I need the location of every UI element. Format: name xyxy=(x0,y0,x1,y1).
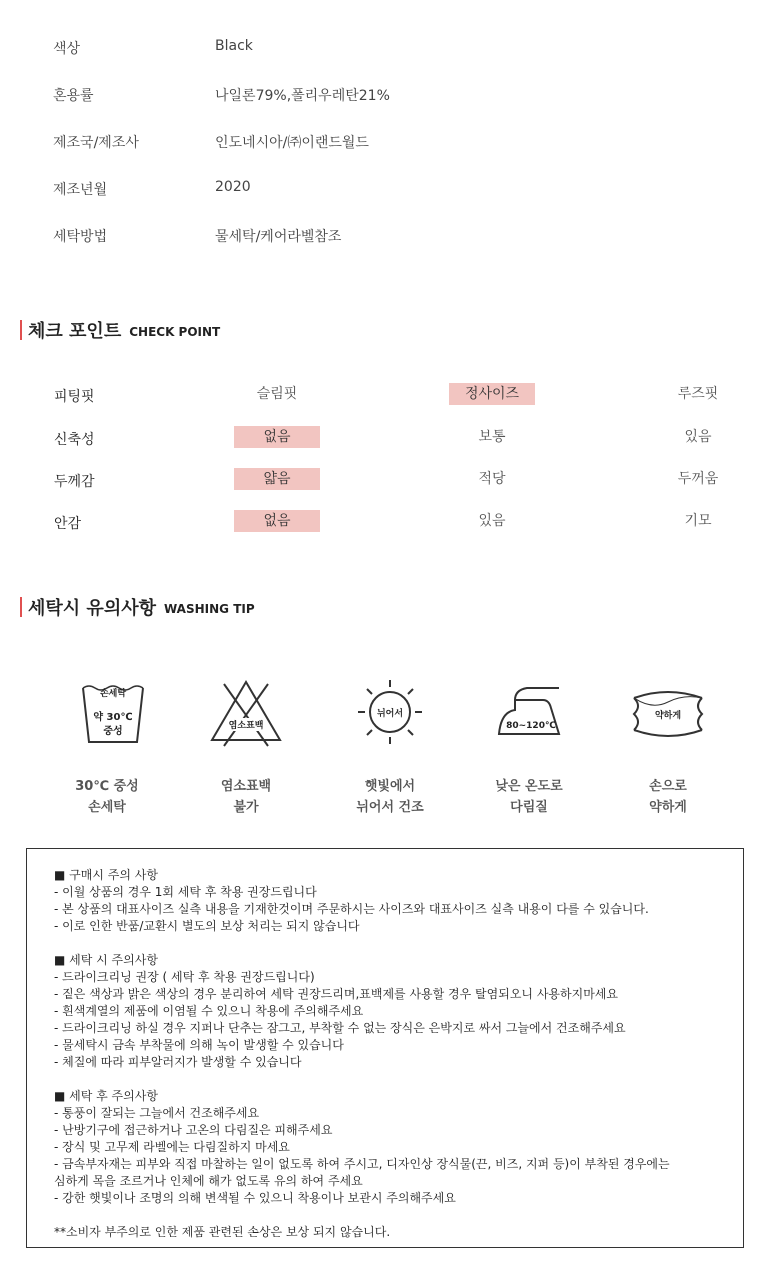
check-point-option: 있음 xyxy=(684,429,712,445)
wash-caption-line2: 약하게 xyxy=(649,800,687,815)
notice-line: 심하게 목을 조르거나 인체에 해가 없도록 유의 하여 주세요 xyxy=(54,1174,363,1188)
notice-line: - 드라이크리닝 하실 경우 지퍼나 단추는 잠그고, 부착할 수 없는 장식은 은박지로 싸서 그늘에서 건조해주세요 xyxy=(54,1021,626,1035)
check-point-option: 슬림핏 xyxy=(256,386,298,402)
check-point-subtitle: CHECK POINT xyxy=(129,325,221,339)
wash-caption-dry-in-sun xyxy=(330,776,450,818)
notice-line: - 이로 인한 반품/교환시 별도의 보상 처리는 되지 않습니다 xyxy=(54,919,360,933)
spec-label: 혼용률 xyxy=(53,88,94,104)
check-point-label: 피팅핏 xyxy=(54,389,95,405)
wash-caption-line2: 손세탁 xyxy=(88,800,126,815)
notice-line: - 장식 및 고무제 라벨에는 다림질하지 마세요 xyxy=(54,1140,290,1154)
check-point-label: 신축성 xyxy=(54,432,95,448)
wash-caption-line1: 햇빛에서 xyxy=(364,779,416,794)
check-point-title: 체크 포인트 xyxy=(28,321,122,342)
washing-tip-subtitle: WASHING TIP xyxy=(163,602,255,616)
gentle-wring-icon-label: 약하게 xyxy=(654,711,682,721)
wash-caption-no-bleach xyxy=(186,776,306,818)
check-point-heading xyxy=(20,319,220,341)
washing-tip-title: 세탁시 유의사항 xyxy=(28,598,156,619)
check-point-option: 기모 xyxy=(684,513,712,529)
wash-caption-line2: 불가 xyxy=(233,800,259,815)
notice-content xyxy=(54,867,733,1241)
spec-value: 나일론79%,폴리우레탄21% xyxy=(215,88,390,104)
check-point-option: 두꺼움 xyxy=(677,471,719,487)
check-point-option: 적당 xyxy=(478,471,506,487)
spec-value: 인도네시아/㈜이랜드월드 xyxy=(215,135,369,151)
check-point-row xyxy=(0,425,770,451)
notice-line: - 통풍이 잘되는 그늘에서 건조해주세요 xyxy=(54,1106,260,1120)
spec-row-manufacturer xyxy=(0,132,770,156)
wash-caption-line2: 다림질 xyxy=(510,800,548,815)
check-point-row xyxy=(0,467,770,493)
notice-line: - 난방기구에 접근하거나 고온의 다림질은 피해주세요 xyxy=(54,1123,333,1137)
notice-line: - 드라이크리닝 권장 ( 세탁 후 착용 권장드립니다) xyxy=(54,970,315,984)
check-point-label: 안감 xyxy=(54,516,82,532)
heading-accent-bar xyxy=(20,597,22,617)
wash-caption-hand-wash xyxy=(47,776,167,818)
notice-box xyxy=(26,848,744,1248)
wash-caption-line1: 손으로 xyxy=(649,779,687,794)
spec-label: 색상 xyxy=(53,41,81,57)
wash-caption-line1: 30℃ 중성 xyxy=(75,779,139,794)
iron-low-icon xyxy=(493,678,573,748)
notice-line: - 본 상품의 대표사이즈 실측 내용을 기재한것이며 주문하시는 사이즈와 대표사이즈 실측 내용이 다를 수 있습니다. xyxy=(54,902,649,916)
check-point-option-selected: 없음 xyxy=(234,426,320,448)
no-bleach-icon-label: 염소표백 xyxy=(228,721,264,731)
no-bleach-icon xyxy=(206,678,286,748)
wash-caption-line1: 염소표백 xyxy=(220,779,272,794)
check-point-option: 있음 xyxy=(478,513,506,529)
spec-value: 물세탁/케어라벨참조 xyxy=(215,229,342,245)
dry-in-sun-icon-label: 뉘어서 xyxy=(376,709,404,719)
hand-wash-icon-neutral: 중성 xyxy=(103,726,123,737)
check-point-label: 두께감 xyxy=(54,474,95,490)
notice-line: - 흰색계열의 제품에 이염될 수 있으니 착용에 주의해주세요 xyxy=(54,1004,364,1018)
spec-label: 제조년월 xyxy=(53,182,108,198)
check-point-option-selected: 얇음 xyxy=(234,468,320,490)
spec-row-material xyxy=(0,85,770,109)
check-point-row xyxy=(0,382,770,408)
hand-wash-icon-label: 손세탁 xyxy=(99,689,127,699)
spec-label: 제조국/제조사 xyxy=(53,135,139,151)
wash-caption-line1: 낮은 온도로 xyxy=(495,779,563,794)
notice-line: - 이월 상품의 경우 1회 세탁 후 착용 권장드립니다 xyxy=(54,885,317,899)
hand-wash-icon xyxy=(75,678,155,748)
heading-accent-bar xyxy=(20,320,22,340)
spec-value: Black xyxy=(215,38,253,54)
check-point-option: 루즈핏 xyxy=(677,386,719,402)
spec-label: 세탁방법 xyxy=(53,229,108,245)
spec-row-color xyxy=(0,38,770,62)
check-point-option: 보통 xyxy=(478,429,506,445)
spec-value: 2020 xyxy=(215,179,251,195)
gentle-wring-icon xyxy=(628,678,708,748)
notice-line: - 체질에 따라 피부알러지가 발생할 수 있습니다 xyxy=(54,1055,302,1069)
iron-low-icon-label: 80~120℃ xyxy=(506,721,556,731)
notice-line: - 강한 햇빛이나 조명의 의해 변색될 수 있으니 착용이나 보관시 주의해주세요 xyxy=(54,1191,456,1205)
notice-section-title: ■ 세탁 후 주의사항 xyxy=(54,1089,158,1103)
wash-caption-iron xyxy=(469,776,589,818)
dry-in-sun-icon xyxy=(350,678,430,748)
check-point-option-selected: 없음 xyxy=(234,510,320,532)
check-point-row xyxy=(0,509,770,535)
notice-footer: **소비자 부주의로 인한 제품 관련된 손상은 보상 되지 않습니다. xyxy=(54,1225,391,1239)
notice-section-title: ■ 세탁 시 주의사항 xyxy=(54,953,158,967)
check-point-option-selected: 정사이즈 xyxy=(449,383,535,405)
wash-caption-gentle xyxy=(608,776,728,818)
notice-line: - 물세탁시 금속 부착물에 의해 녹이 발생할 수 있습니다 xyxy=(54,1038,344,1052)
notice-line: - 금속부자재는 피부와 직접 마찰하는 일이 없도록 하여 주시고, 디자인상 장식물(끈, 비즈, 지퍼 등)이 부착된 경우에는 xyxy=(54,1157,670,1171)
hand-wash-icon-temp: 약 30℃ xyxy=(93,712,133,723)
notice-line: - 짙은 색상과 밝은 색상의 경우 분리하여 세탁 권장드리며,표백제를 사용할 경우 탈염되오니 사용하지마세요 xyxy=(54,987,618,1001)
spec-row-wash-method xyxy=(0,226,770,250)
washing-tip-heading xyxy=(20,596,255,618)
spec-row-date xyxy=(0,179,770,203)
notice-section-title: ■ 구매시 주의 사항 xyxy=(54,868,158,882)
wash-caption-line2: 뉘어서 건조 xyxy=(356,800,424,815)
